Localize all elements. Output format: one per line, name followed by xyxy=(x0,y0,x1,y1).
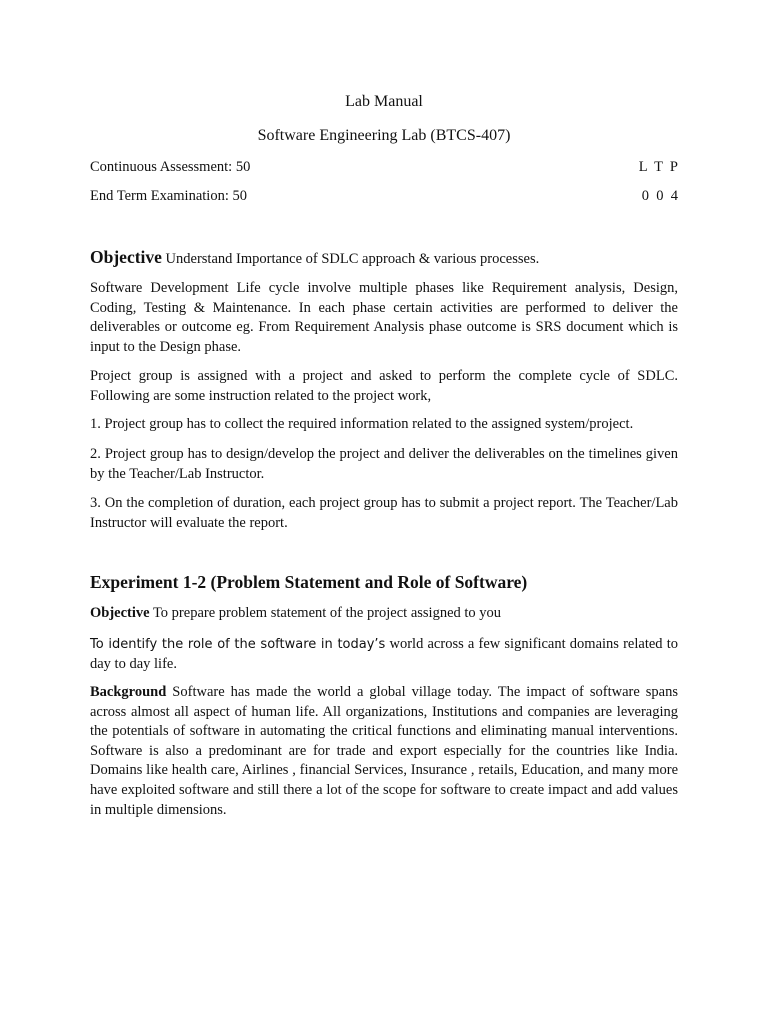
objective-label: Objective xyxy=(90,247,162,267)
role-text-part2: world across a few significant domains related to day to day life. xyxy=(90,636,678,672)
experiment-heading: Experiment 1-2 (Problem Statement and Role of Software) xyxy=(90,572,528,592)
project-group-paragraph: Project group is assigned with a project and asked to perform the complete cycle of SDLC. Following are some instruction related to the project work, xyxy=(90,368,678,404)
course-title: Software Engineering Lab (BTCS-407) xyxy=(257,127,511,144)
assessment-row xyxy=(90,159,678,176)
role-paragraph xyxy=(90,635,678,674)
experiment-objective-label: Objective xyxy=(90,605,150,621)
objective-text: Understand Importance of SDLC approach & various processes. xyxy=(161,251,540,267)
page-title: Lab Manual xyxy=(345,93,423,110)
continuous-assessment: Continuous Assessment: 50 xyxy=(90,159,251,175)
end-term-exam: End Term Examination: 50 xyxy=(90,188,247,204)
instruction-item-2: 2. Project group has to design/develop the project and deliver the deliverables on the timelines given by the Teacher/Lab Instructor. xyxy=(90,446,678,482)
role-text-part1: To identify the role of the software in today’s xyxy=(90,637,386,652)
background-paragraph xyxy=(90,683,678,820)
experiment-objective-text: To prepare problem statement of the project assigned to you xyxy=(149,605,502,621)
exam-row xyxy=(90,188,678,205)
experiment-objective xyxy=(90,605,678,622)
sdlc-paragraph: Software Development Life cycle involve multiple phases like Requirement analysis, Design, Coding, Testing & Maintenance. In each phase certain activities are performed to deliver the deliverables or outcome eg. From Requirement Analysis phase outcome is SRS document which is input to the Design phase. xyxy=(90,280,678,355)
instruction-item-3: 3. On the completion of duration, each project group has to submit a project report. The Teacher/Lab Instructor will evaluate the report. xyxy=(90,495,678,531)
instruction-item-1: 1. Project group has to collect the required information related to the assigned system/project. xyxy=(90,416,634,432)
background-label: Background xyxy=(90,684,167,700)
background-text: Software has made the world a global village today. The impact of software spans across almost all aspect of human life. All organizations, Institutions and companies are leveraging the potentials of software in automating the critical functions and eliminating manual interventions. Software is also a predominant are for trade and export especially for the countries like India. Domains like health care, Airlines , financial Services, Insurance , retails, Education, and many more have exploited software and still there a lot of the scope for software to create impact and add values in multiple dimensions. xyxy=(90,684,678,818)
objective-line xyxy=(90,247,678,268)
ltp-header: L T P xyxy=(638,159,678,175)
ltp-values: 0 0 4 xyxy=(641,188,678,204)
